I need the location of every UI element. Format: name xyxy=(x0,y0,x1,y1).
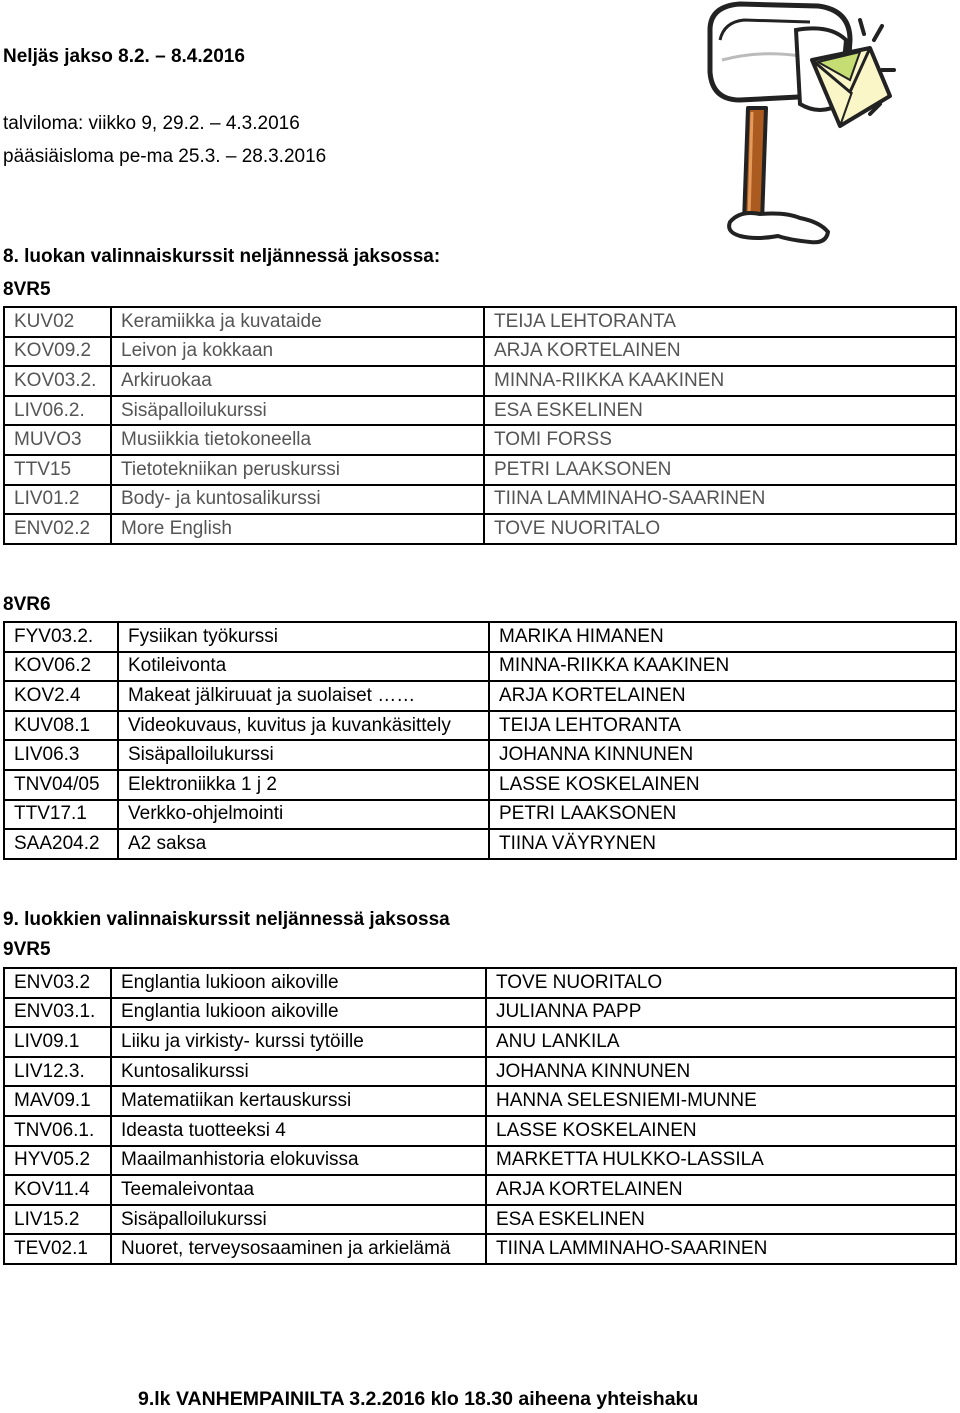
course-name: Sisäpalloilukurssi xyxy=(111,1205,486,1235)
teacher-name: ARJA KORTELAINEN xyxy=(484,337,956,367)
course-name: Elektroniikka 1 j 2 xyxy=(118,770,489,800)
table-row xyxy=(4,998,956,1028)
table-row xyxy=(4,485,956,515)
group-label-8vr5: 8VR5 xyxy=(3,279,51,300)
teacher-name: ESA ESKELINEN xyxy=(486,1205,956,1235)
teacher-name: TEIJA LEHTORANTA xyxy=(484,307,956,337)
course-code: MAV09.1 xyxy=(4,1086,111,1116)
course-code: KOV2.4 xyxy=(4,681,118,711)
teacher-name: ARJA KORTELAINEN xyxy=(486,1175,956,1205)
course-code: MUVO3 xyxy=(4,425,111,455)
easter-break-text: pääsiäisloma pe-ma 25.3. – 28.3.2016 xyxy=(3,146,327,167)
teacher-name: LASSE KOSKELAINEN xyxy=(489,770,956,800)
course-name: Fysiikan työkurssi xyxy=(118,622,489,652)
course-name: A2 saksa xyxy=(118,829,489,859)
table-row xyxy=(4,366,956,396)
table-row xyxy=(4,1146,956,1176)
table-row xyxy=(4,396,956,426)
course-code: TEV02.1 xyxy=(4,1234,111,1264)
table-row xyxy=(4,455,956,485)
course-name: Arkiruokaa xyxy=(111,366,484,396)
teacher-name: MINNA-RIIKKA KAAKINEN xyxy=(489,652,956,682)
course-name: Kuntosalikurssi xyxy=(111,1057,486,1087)
table-row xyxy=(4,1027,956,1057)
section9-title: 9. luokkien valinnaiskurssit neljännessä jaksossa xyxy=(3,909,450,930)
winter-break-text: talviloma: viikko 9, 29.2. – 4.3.2016 xyxy=(3,113,300,134)
course-code: KUV08.1 xyxy=(4,711,118,741)
course-code: KOV06.2 xyxy=(4,652,118,682)
course-name: Makeat jälkiruuat ja suolaiset …… xyxy=(118,681,489,711)
teacher-name: TEIJA LEHTORANTA xyxy=(489,711,956,741)
course-name: Matematiikan kertauskurssi xyxy=(111,1086,486,1116)
course-name: Maailmanhistoria elokuvissa xyxy=(111,1146,486,1176)
course-name: Sisäpalloilukurssi xyxy=(118,740,489,770)
course-code: ENV03.2 xyxy=(4,968,111,998)
course-name: Sisäpalloilukurssi xyxy=(111,396,484,426)
course-name: Leivon ja kokkaan xyxy=(111,337,484,367)
table-row xyxy=(4,622,956,652)
course-name: Keramiikka ja kuvataide xyxy=(111,307,484,337)
course-name: Kotileivonta xyxy=(118,652,489,682)
table-row xyxy=(4,425,956,455)
course-name: Englantia lukioon aikoville xyxy=(111,968,486,998)
group-label-8vr6: 8VR6 xyxy=(3,594,51,615)
course-table-8vr6 xyxy=(3,621,957,860)
teacher-name: TOVE NUORITALO xyxy=(484,514,956,544)
teacher-name: JULIANNA PAPP xyxy=(486,998,956,1028)
course-code: TNV06.1. xyxy=(4,1116,111,1146)
course-code: SAA204.2 xyxy=(4,829,118,859)
course-code: LIV06.2. xyxy=(4,396,111,426)
section8-title: 8. luokan valinnaiskurssit neljännessä jaksossa: xyxy=(3,246,441,267)
teacher-name: TIINA VÄYRYNEN xyxy=(489,829,956,859)
course-code: ENV02.2 xyxy=(4,514,111,544)
course-code: KOV09.2 xyxy=(4,337,111,367)
course-code: LIV15.2 xyxy=(4,1205,111,1235)
mailbox-with-letter-icon xyxy=(700,0,900,250)
teacher-name: ARJA KORTELAINEN xyxy=(489,681,956,711)
course-table-8vr5 xyxy=(3,306,957,545)
table-row xyxy=(4,800,956,830)
course-name: Tietotekniikan peruskurssi xyxy=(111,455,484,485)
table-row xyxy=(4,514,956,544)
teacher-name: PETRI LAAKSONEN xyxy=(484,455,956,485)
teacher-name: TOMI FORSS xyxy=(484,425,956,455)
table-row xyxy=(4,652,956,682)
course-name: Ideasta tuotteeksi 4 xyxy=(111,1116,486,1146)
course-name: Teemaleivontaa xyxy=(111,1175,486,1205)
teacher-name: JOHANNA KINNUNEN xyxy=(486,1057,956,1087)
period-title: Neljäs jakso 8.2. – 8.4.2016 xyxy=(3,46,245,67)
course-code: KOV11.4 xyxy=(4,1175,111,1205)
course-name: Musiikkia tietokoneella xyxy=(111,425,484,455)
course-code: TTV17.1 xyxy=(4,800,118,830)
course-code: KOV03.2. xyxy=(4,366,111,396)
teacher-name: PETRI LAAKSONEN xyxy=(489,800,956,830)
teacher-name: JOHANNA KINNUNEN xyxy=(489,740,956,770)
teacher-name: TIINA LAMMINAHO-SAARINEN xyxy=(484,485,956,515)
table-row xyxy=(4,1057,956,1087)
teacher-name: MARKETTA HULKKO-LASSILA xyxy=(486,1146,956,1176)
table-row xyxy=(4,1234,956,1264)
course-code: LIV01.2 xyxy=(4,485,111,515)
teacher-name: HANNA SELESNIEMI-MUNNE xyxy=(486,1086,956,1116)
table-row xyxy=(4,1116,956,1146)
course-name: Nuoret, terveysosaaminen ja arkielämä xyxy=(111,1234,486,1264)
teacher-name: MARIKA HIMANEN xyxy=(489,622,956,652)
table-row xyxy=(4,968,956,998)
table-row xyxy=(4,307,956,337)
course-name: Verkko-ohjelmointi xyxy=(118,800,489,830)
teacher-name: ESA ESKELINEN xyxy=(484,396,956,426)
table-row xyxy=(4,770,956,800)
teacher-name: MINNA-RIIKKA KAAKINEN xyxy=(484,366,956,396)
course-code: LIV06.3 xyxy=(4,740,118,770)
course-name: Videokuvaus, kuvitus ja kuvankäsittely xyxy=(118,711,489,741)
course-name: Body- ja kuntosalikurssi xyxy=(111,485,484,515)
parents-evening-notice: 9.lk VANHEMPAINILTA 3.2.2016 klo 18.30 aiheena yhteishaku xyxy=(138,1388,699,1410)
teacher-name: LASSE KOSKELAINEN xyxy=(486,1116,956,1146)
teacher-name: TIINA LAMMINAHO-SAARINEN xyxy=(486,1234,956,1264)
course-name: More English xyxy=(111,514,484,544)
course-table-9vr5 xyxy=(3,967,957,1265)
course-code: HYV05.2 xyxy=(4,1146,111,1176)
course-name: Englantia lukioon aikoville xyxy=(111,998,486,1028)
table-row xyxy=(4,1175,956,1205)
course-code: LIV09.1 xyxy=(4,1027,111,1057)
course-name: Liiku ja virkisty- kurssi tytöille xyxy=(111,1027,486,1057)
table-row xyxy=(4,1205,956,1235)
course-code: FYV03.2. xyxy=(4,622,118,652)
table-row xyxy=(4,681,956,711)
group-label-9vr5: 9VR5 xyxy=(3,939,51,960)
table-row xyxy=(4,711,956,741)
table-row xyxy=(4,337,956,367)
course-code: KUV02 xyxy=(4,307,111,337)
teacher-name: TOVE NUORITALO xyxy=(486,968,956,998)
course-code: TNV04/05 xyxy=(4,770,118,800)
course-code: LIV12.3. xyxy=(4,1057,111,1087)
teacher-name: ANU LANKILA xyxy=(486,1027,956,1057)
table-row xyxy=(4,740,956,770)
table-row xyxy=(4,1086,956,1116)
course-code: TTV15 xyxy=(4,455,111,485)
table-row xyxy=(4,829,956,859)
course-code: ENV03.1. xyxy=(4,998,111,1028)
